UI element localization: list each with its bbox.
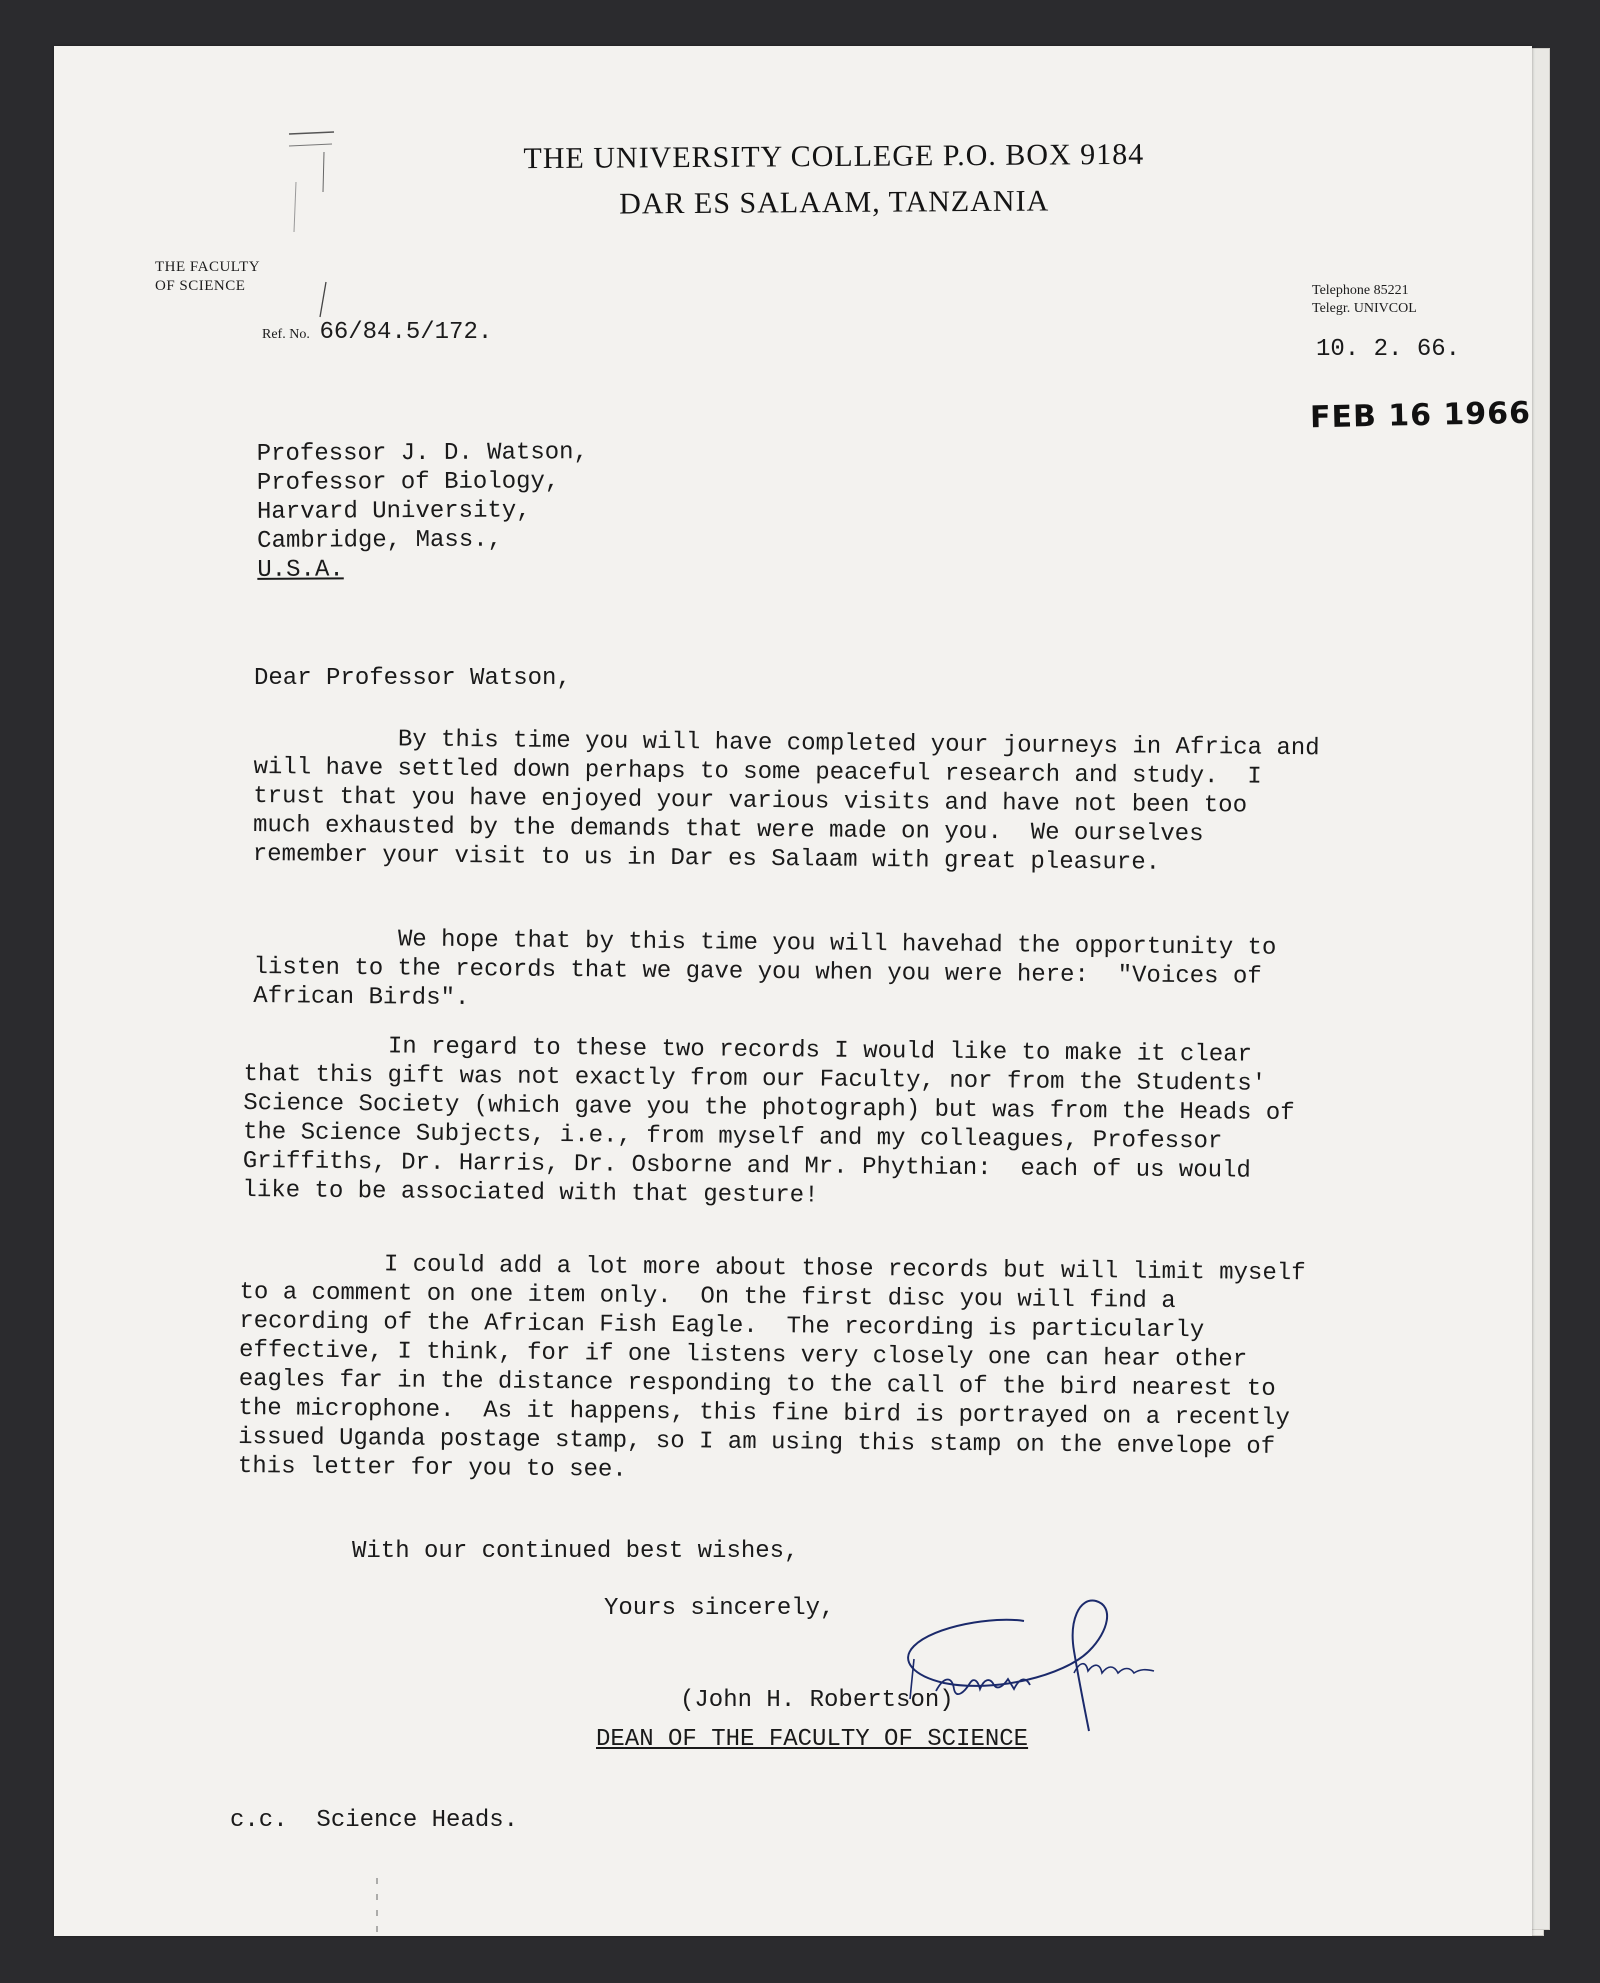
closing-line: With our continued best wishes, bbox=[352, 1538, 799, 1565]
recipient-institution: Harvard University, bbox=[256, 497, 531, 526]
telephone-number: Telephone 85221 bbox=[1312, 283, 1409, 298]
page-edge-mark bbox=[372, 1876, 382, 1936]
reference-value: 66/84.5/172. bbox=[319, 319, 493, 346]
body-paragraph-2: We hope that by this time you will havehad the opportunity to listen to the records that we gave you when you were here: "Voices of African Birds". bbox=[253, 924, 1277, 1013]
faculty-label bbox=[155, 258, 260, 296]
recipient-name: Professor J. D. Watson, bbox=[256, 439, 589, 468]
valediction: Yours sincerely, bbox=[604, 1595, 835, 1622]
faculty-line-1: THE FACULTY bbox=[155, 259, 261, 275]
body-paragraph-4: I could add a lot more about those records but will limit myself to a comment on one item only. On the first disc you will find a recording of the African Fish Eagle. The recording is particularly effective, I think, for if one listens very closely one can hear other eagles far in the distance responding to the call of the bird nearest to the microphone. As it happens, this fine bird is portrayed on a recently issued Uganda postage stamp, so I am using this stamp on the envelope of this letter for you to see. bbox=[237, 1250, 1306, 1484]
signatory-name: (John H. Robertson) bbox=[680, 1687, 954, 1714]
recipient-position: Professor of Biology, bbox=[256, 468, 560, 497]
recipient-country: U.S.A. bbox=[257, 556, 344, 584]
letter-page bbox=[54, 46, 1532, 1936]
received-date-stamp: FEB 16 1966 bbox=[1309, 395, 1532, 436]
body-paragraph-1: By this time you will have completed your journeys in Africa and will have settled down perhaps to some peaceful research and study. I trust that you have enjoyed your various visits and have not been too much exhausted by the demands that were made on you. We ourselves remember your visit to us in Dar es Salaam with great pleasure. bbox=[252, 724, 1320, 877]
faculty-line-2: OF SCIENCE bbox=[155, 278, 246, 294]
contact-info bbox=[1312, 282, 1417, 318]
reference-label: Ref. No. bbox=[262, 327, 310, 342]
handwritten-signature bbox=[874, 1581, 1194, 1741]
recipient-city: Cambridge, Mass., bbox=[257, 526, 503, 555]
letterhead bbox=[454, 131, 1215, 228]
telegram-address: Telegr. UNIVCOL bbox=[1312, 301, 1417, 316]
salutation: Dear Professor Watson, bbox=[254, 665, 571, 692]
reference-number bbox=[262, 319, 492, 346]
letterhead-address-line: THE UNIVERSITY COLLEGE P.O. BOX 9184 bbox=[523, 137, 1145, 176]
letter-date: 10. 2. 66. bbox=[1316, 336, 1461, 363]
carbon-copy-line: c.c. Science Heads. bbox=[230, 1807, 519, 1834]
recipient-address bbox=[257, 438, 589, 585]
letterhead-city-line: DAR ES SALAAM, TANZANIA bbox=[619, 184, 1050, 221]
body-paragraph-3: In regard to these two records I would like to make it clear that this gift was not exactly from our Faculty, nor from the Students' Science Society (which gave you the photograph) but was from the Heads of the Science Subjects, i.e., from myself and my colleagues, Professor Griffiths, Dr. Harris, Dr. Osborne and Mr. Phythian: each of us would like to be associated with that gesture! bbox=[242, 1032, 1295, 1210]
signatory-title: DEAN OF THE FACULTY OF SCIENCE bbox=[596, 1726, 1029, 1753]
